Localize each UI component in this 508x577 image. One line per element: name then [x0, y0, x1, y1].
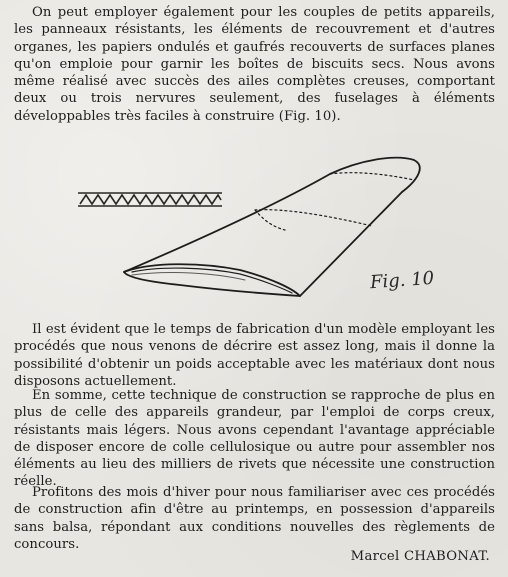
figure-10: [0, 140, 508, 320]
figure-label: Fig. 10: [369, 267, 435, 294]
author-signature: Marcel CHABONAT.: [350, 549, 490, 564]
corrugated-paper-sample: [78, 193, 222, 206]
paragraph-3: En somme, cette technique de construction se rapproche de plus en plus de celle des appareils grandeur, par l'emploi de corps creux, résistants mais légers. Nous avons cependant l'avantage appréciable de disposer encore de colle cellulosique ou autre pour assembler nos éléments au lieu des milliers de rivets que nécessite une construction réelle.: [14, 388, 495, 490]
hollow-wing-illustration: [0, 140, 508, 320]
paragraph-1: On peut employer également pour les couples de petits appareils, les panneaux résistants, les éléments de recouvrement et d'autres organes, les papiers ondulés et gaufrés recouverts de surfaces planes qu'on emploie pour garnir les boîtes de biscuits secs. Nous avons même réalisé avec succès des ailes complètes creuses, comportant deux ou trois nervures seulement, des fuselages à éléments développables très faciles à construire (Fig. 10).: [14, 5, 495, 124]
paragraph-4: Profitons des mois d'hiver pour nous familiariser avec ces procédés de construction afin d'être au printemps, en possession d'appareils sans balsa, répondant aux conditions nouvelles des règlements de concours.: [14, 485, 495, 552]
paragraph-2: Il est évident que le temps de fabrication d'un modèle employant les procédés que nous venons de décrire est assez long, mais il donne la possibilité d'obtenir un poids acceptable avec les matériaux dont nous disposons actuellement.: [14, 322, 495, 389]
